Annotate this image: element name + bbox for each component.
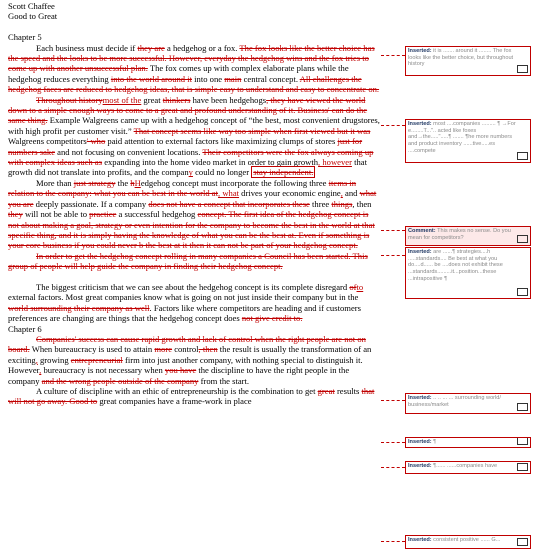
text-run: The fox comes up with complex elaborate plans while the hedgehog reduces everything bbox=[8, 63, 349, 84]
deleted-text: not give credit to. bbox=[241, 313, 303, 324]
balloon-leader-line bbox=[381, 400, 405, 401]
deleted-text: world surrounding their company as well bbox=[8, 302, 150, 313]
text-run: The biggest criticism that we can see about the hedgehog concept is its complete disregard bbox=[36, 281, 350, 292]
revision-balloon-inserted[interactable] bbox=[405, 535, 531, 549]
deleted-text: Companies' success can cause rapid growth and lack of control when the right people are not on board. bbox=[8, 333, 366, 355]
inserted-text: most of the bbox=[102, 94, 142, 105]
deleted-text: Throughout history bbox=[36, 94, 103, 105]
balloon-leader-line bbox=[381, 230, 405, 231]
text-run: Example Walgreens came up with a hedgehog concept of “the best, most convenient drugstores, with high profit per customer visit.” bbox=[8, 115, 380, 136]
text-run: could no longer bbox=[192, 167, 252, 178]
text-run: edgehog concept must incorporate the following three bbox=[140, 177, 329, 188]
markup-gutter bbox=[381, 0, 405, 557]
text-run: from the start. bbox=[198, 375, 250, 386]
balloon-text: it is ....... around it ........ The fox looks like the better choice, but throughout history bbox=[408, 48, 514, 68]
balloon-expand-icon[interactable] bbox=[517, 403, 528, 411]
text-run: three bbox=[309, 198, 332, 209]
balloon-label: Inserted: bbox=[408, 121, 432, 127]
text-run: When bureaucracy is used to attain bbox=[29, 344, 155, 355]
deleted-text: just for numbers sake bbox=[8, 136, 363, 157]
text-run: that growth did not translate into profits, and the compan bbox=[8, 157, 367, 178]
balloon-leader-line bbox=[381, 442, 405, 443]
chapter5-paragraph-1 bbox=[8, 43, 380, 95]
deleted-text: In order to get the hedgehog concept rolling in many companies a Council has been started. This group of people will help guide the company in finding their hedgehog concept. bbox=[8, 250, 368, 272]
deleted-text: that will not go away. Good to bbox=[8, 386, 375, 407]
balloon-label: Inserted: bbox=[408, 439, 432, 445]
text-run: a hedgehog or a fox. bbox=[164, 42, 240, 53]
inserted-text: to bbox=[356, 281, 364, 292]
balloon-expand-icon[interactable] bbox=[517, 152, 528, 160]
text-run: into one bbox=[192, 73, 225, 84]
book-title: Good to Great bbox=[8, 11, 58, 22]
chapter5-paragraph-2 bbox=[8, 95, 380, 178]
balloon-label: Inserted: bbox=[408, 537, 432, 543]
text-run: a successful hedgehog bbox=[116, 209, 198, 220]
text-run: the bbox=[115, 177, 131, 188]
deleted-text: more bbox=[154, 344, 173, 355]
deleted-text: does not have a concept that incorporates these bbox=[148, 198, 310, 209]
balloon-expand-icon[interactable] bbox=[517, 437, 528, 445]
balloon-expand-icon[interactable] bbox=[517, 235, 528, 243]
deleted-text: main bbox=[224, 73, 242, 84]
inserted-text: , what bbox=[218, 188, 240, 199]
balloon-label: Comment: bbox=[408, 228, 436, 234]
deleted-text: items in relation to the company: what you can be best in the world at bbox=[8, 177, 357, 199]
balloon-text: consistent positive ...... G... bbox=[431, 537, 501, 543]
text-run: great bbox=[141, 94, 163, 105]
text-run: central concept. bbox=[241, 73, 300, 84]
deleted-text: into the world around it bbox=[110, 73, 193, 84]
revision-balloon-inserted[interactable] bbox=[405, 437, 531, 448]
balloon-expand-icon[interactable] bbox=[517, 65, 528, 73]
balloon-expand-icon[interactable] bbox=[517, 538, 528, 546]
commented-deleted-text[interactable]: stay independent. bbox=[253, 167, 314, 178]
text-run: . Factors like where competitors are heading and if customers preferences are changing are things that the hedgehog concept does bbox=[8, 302, 361, 324]
text-run: have been hedgehogs bbox=[190, 94, 267, 105]
text-run: A culture of discipline with an ethic of entrepreneurship is the combination to get bbox=[36, 386, 318, 396]
text-run: and not focusing on convenient locations. bbox=[55, 146, 203, 157]
balloon-text: are ......¶ strategies....h .....standards.... Be best at what you do....d...... be ....does not exhibit these ...standards.........it...position...these ...intrapositive ¶ bbox=[408, 249, 503, 282]
deleted-text: That concept seems like way too simple when first viewed but it was bbox=[133, 125, 371, 136]
text-run: , then bbox=[352, 198, 372, 209]
revision-balloon-inserted[interactable] bbox=[405, 393, 531, 414]
inserted-text: , however bbox=[318, 157, 352, 168]
deleted-text: great bbox=[317, 386, 335, 396]
deleted-text: thinkers bbox=[162, 94, 191, 105]
balloon-leader-line bbox=[381, 125, 405, 126]
balloon-text: ¶...... ......companies have bbox=[431, 463, 498, 469]
deleted-text: concept. The first idea of the hedgehog concept is not about making a goal, strategy or even intention for the company to become the best in the world at that specific thing, and it is simply having the knowledge of what you can be the best at. Even if something is your core business if you could never b the best at it then it can not be part of your hedgehog concept. bbox=[8, 209, 375, 251]
inserted-text: , bbox=[39, 365, 42, 376]
deleted-text: just strategy bbox=[73, 177, 116, 188]
deleted-text: , then bbox=[198, 344, 218, 355]
text-run: firm into just another company, with nothing special to distinguish it. However bbox=[8, 354, 363, 376]
deleted-text: you have bbox=[164, 365, 197, 376]
balloon-expand-icon[interactable] bbox=[517, 463, 528, 471]
text-run: expanding into the home video market in order to gain growth bbox=[102, 157, 319, 168]
balloon-leader-line bbox=[381, 467, 405, 468]
text-run: and bbox=[342, 188, 360, 199]
chapter-6-heading: Chapter 6 bbox=[8, 323, 42, 334]
deleted-text: what you are bbox=[8, 188, 377, 209]
deleted-text: The fox looks like the better choice has the speed and the looks to be more successful. However, everyday the hedgehog wins and the fox tries to come up with another unsuccessful plan. bbox=[8, 42, 375, 74]
revision-balloon-inserted[interactable] bbox=[405, 461, 531, 474]
author-line: Scott Chaffee bbox=[8, 1, 55, 11]
chapter5-paragraph-4 bbox=[8, 251, 380, 272]
inserted-text: H bbox=[134, 177, 141, 188]
deleted-text: All challenges the hedgehog faces are reduced to hedgehog ideas, that is simple easy to understand and easy to concentrate on. bbox=[8, 73, 380, 95]
inserted-text: , bbox=[340, 188, 343, 199]
deleted-text: they bbox=[8, 209, 23, 220]
text-run: the result is usually the transformation of an exciting bbox=[8, 344, 372, 365]
document-body bbox=[8, 1, 380, 407]
revision-balloon-inserted[interactable] bbox=[405, 247, 531, 299]
deleted-text: of bbox=[349, 281, 357, 292]
balloon-text: .. .. ... ... surrounding world/ business/market bbox=[408, 395, 501, 408]
text-run: Each business must decide if bbox=[36, 42, 138, 53]
chapter-5-heading: Chapter 5 bbox=[8, 32, 42, 43]
balloon-leader-line bbox=[381, 541, 405, 542]
text-run: results bbox=[334, 386, 362, 396]
balloon-leader-line bbox=[381, 255, 405, 256]
revision-balloon-inserted[interactable] bbox=[405, 46, 531, 76]
text-run: the discipline to have the right people in the company bbox=[8, 365, 350, 386]
chapter6-paragraph-1 bbox=[8, 334, 380, 386]
inserted-text: y bbox=[188, 167, 193, 178]
text-run: deeply passionate. If a company bbox=[33, 198, 149, 209]
deleted-text: , they have viewed the world down to a simple enough ways to come to a great and profound understanding of it. Business' can do the same thing. bbox=[8, 94, 368, 126]
deleted-text: and the wrong people outside of the company bbox=[41, 375, 199, 386]
text-run: paid attention to external factors like maximizing clumps of stores bbox=[105, 136, 338, 147]
text-run: More than bbox=[36, 177, 74, 188]
chapter5-paragraph-5 bbox=[8, 282, 380, 324]
deleted-text: things bbox=[331, 198, 353, 209]
deleted-text: they are bbox=[137, 42, 165, 53]
text-run: will not be able to bbox=[22, 209, 90, 220]
balloon-label: Inserted: bbox=[408, 249, 432, 255]
balloon-text: This makes no sense. Do you mean for competitors? bbox=[408, 228, 511, 241]
chapter6-paragraph-2 bbox=[8, 386, 380, 407]
text-run: growing bbox=[37, 354, 71, 365]
balloon-text: most ....companies ......... ¶ →For e........T...".. acted like foxes and→the.....".....¶ ....... ¶he more numbers and product inventory ......tive.....es ....compete bbox=[408, 121, 516, 154]
deleted-text: practice bbox=[89, 209, 117, 220]
text-run: Walgreens competitors bbox=[8, 136, 87, 147]
text-run: great companies have a frame-work in place bbox=[97, 396, 252, 407]
text-run: bureaucracy is not necessary when bbox=[41, 365, 165, 376]
balloon-leader-line bbox=[381, 55, 405, 56]
balloon-label: Inserted: bbox=[408, 395, 432, 401]
text-run: control bbox=[172, 344, 199, 355]
balloon-text: ¶ bbox=[431, 439, 437, 445]
text-run: drives your economic engine bbox=[239, 188, 341, 199]
deleted-text: Their competitors were the fox always coming up with complex ideas such as bbox=[8, 146, 374, 168]
balloon-expand-icon[interactable] bbox=[517, 288, 528, 296]
revision-balloon-inserted[interactable] bbox=[405, 119, 531, 163]
deleted-text: ' who bbox=[86, 136, 106, 147]
text-run: external factors. Most great companies know what is going on not just inside their company but in the bbox=[8, 292, 359, 303]
deleted-text: entrepreneurial bbox=[70, 354, 123, 365]
comment-balloon[interactable] bbox=[405, 226, 531, 246]
balloon-label: Inserted: bbox=[408, 463, 432, 469]
deleted-text: h bbox=[130, 177, 135, 188]
inserted-text: , bbox=[35, 354, 38, 365]
balloon-label: Inserted: bbox=[408, 48, 432, 54]
chapter5-paragraph-3 bbox=[8, 178, 380, 251]
